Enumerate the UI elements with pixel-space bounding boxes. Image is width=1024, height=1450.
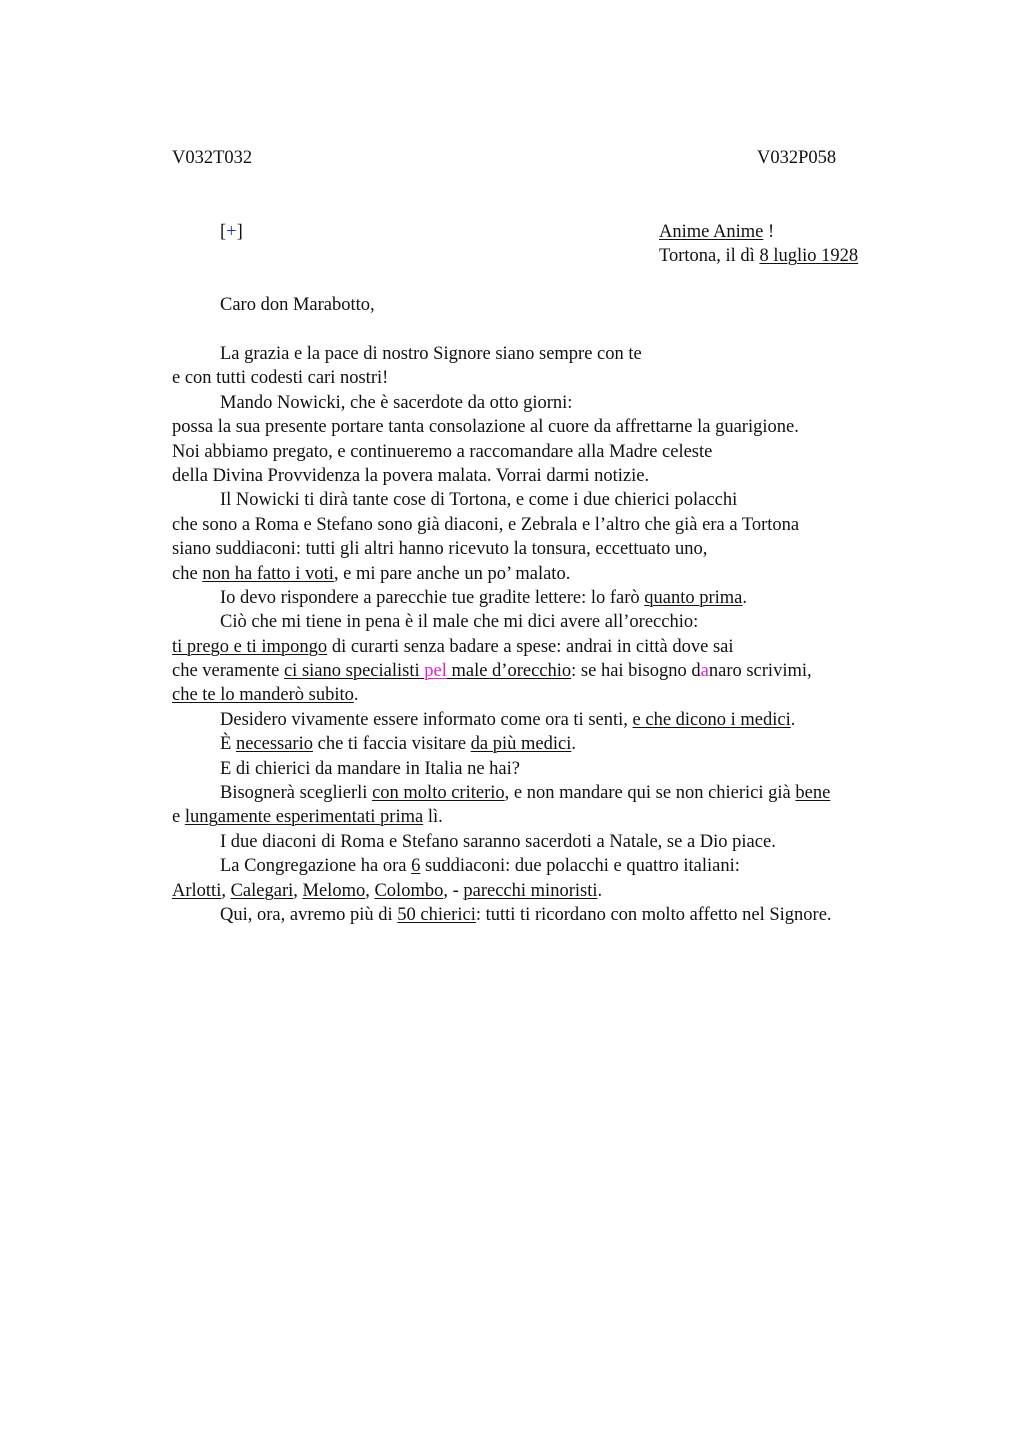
letter-line: Noi abbiamo pregato, e continueremo a raccomandare alla Madre celeste	[172, 441, 713, 462]
letter-line: Il Nowicki ti dirà tante cose di Tortona, e come i due chierici polacchi	[220, 490, 738, 511]
letter-line: che te lo manderò subito.	[172, 685, 359, 706]
motto: Anime Anime !	[659, 222, 775, 242]
letter-line: e con tutti codesti cari nostri!	[172, 368, 389, 389]
letter-line: Ciò che mi tiene in pena è il male che mi dici avere all’orecchio:	[220, 612, 699, 633]
plus-icon: +	[226, 222, 237, 242]
letter-line: che sono a Roma e Stefano sono già diaconi, e Zebrala e l’altro che già era a Tortona	[172, 514, 800, 535]
letter-line: che veramente ci siano specialisti pel male d’orecchio: se hai bisogno danaro scrivimi,	[172, 661, 812, 682]
letter-line: Desidero vivamente essere informato come ora ti senti, e che dicono i medici.	[220, 709, 796, 730]
letter-line: E di chierici da mandare in Italia ne hai?	[220, 758, 520, 779]
place-date: Tortona, il dì 8 luglio 1928	[659, 246, 859, 266]
document-code-left: V032T032	[172, 148, 253, 168]
letter-line: Arlotti, Calegari, Melomo, Colombo, - parecchi minoristi.	[172, 880, 603, 901]
document-code-right: V032P058	[757, 148, 837, 168]
letter-line: Qui, ora, avremo più di 50 chierici: tutti ti ricordano con molto affetto nel Signore.	[220, 904, 832, 925]
letter-line: Io devo rispondere a parecchie tue gradite lettere: lo farò quanto prima.	[220, 587, 748, 608]
letter-line: La grazia e la pace di nostro Signore siano sempre con te	[220, 344, 642, 364]
letter-line: e lungamente esperimentati prima lì.	[172, 807, 443, 828]
letter-line: Bisognerà sceglierli con molto criterio, e non mandare qui se non chierici già bene	[220, 783, 831, 804]
letter-line: È necessario che ti faccia visitare da più medici.	[220, 734, 576, 755]
letter-line: che non ha fatto i voti, e mi pare anche un po’ malato.	[172, 563, 571, 584]
letter-line: possa la sua presente portare tanta consolazione al cuore da affrettarne la guarigione.	[172, 417, 799, 438]
letter-line: della Divina Provvidenza la povera malata. Vorrai darmi notizie.	[172, 465, 650, 486]
letter-line: La Congregazione ha ora 6 suddiaconi: due polacchi e quattro italiani:	[220, 856, 740, 877]
letter-body	[172, 342, 932, 927]
letter-line: siano suddiaconi: tutti gli altri hanno ricevuto la tonsura, eccettuato uno,	[172, 539, 708, 560]
salutation: Caro don Marabotto,	[220, 295, 375, 315]
cross-mark: [+]	[220, 222, 243, 242]
letter-line: Mando Nowicki, che è sacerdote da otto giorni:	[220, 392, 573, 413]
letter-line: I due diaconi di Roma e Stefano saranno sacerdoti a Natale, se a Dio piace.	[220, 831, 776, 852]
letter-date: 8 luglio 1928	[759, 246, 859, 266]
letter-line: ti prego e ti impongo di curarti senza badare a spese: andrai in città dove sai	[172, 636, 734, 657]
